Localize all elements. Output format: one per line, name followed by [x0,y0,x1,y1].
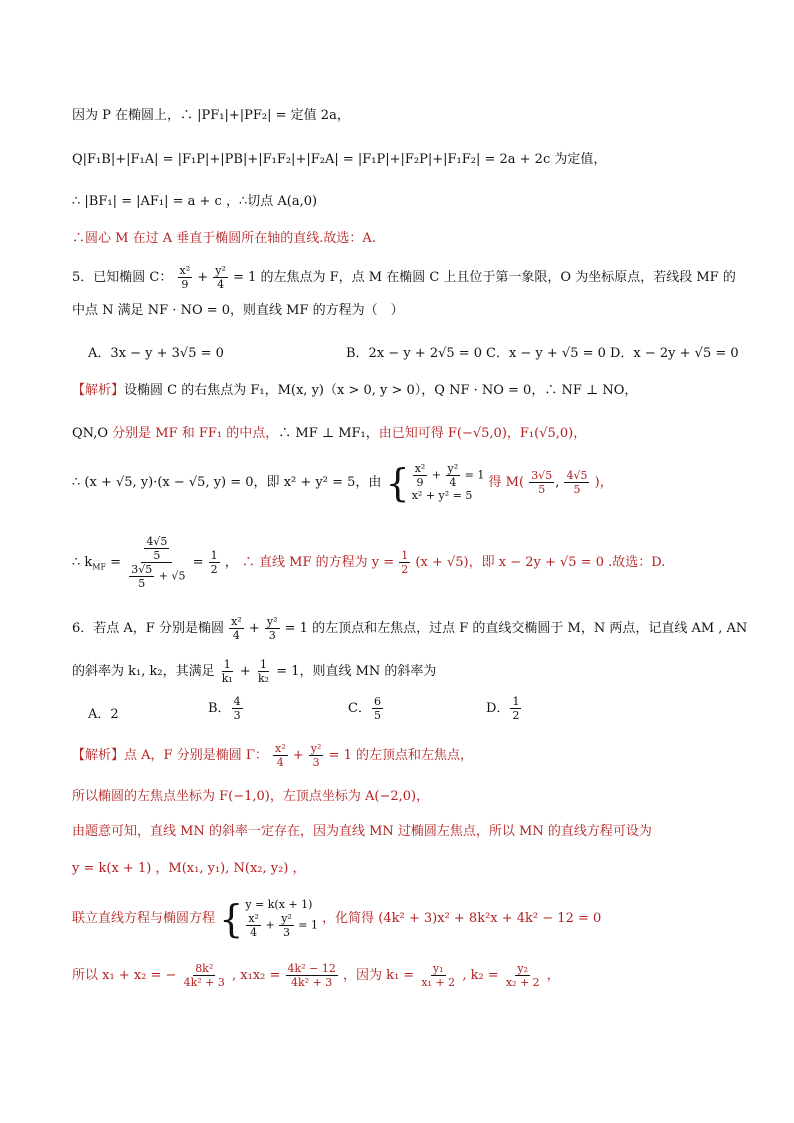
subscript: MF [92,562,107,572]
text: 分别是 MF 和 FF₁ 的中点， [112,426,279,441]
equation-system: { y = k(x + 1) $\frac{\text{x²}}{4}$ + $\frac{\text{y²}}{3}$ = 1 [219,896,319,941]
q5-stem-line2: 中点 N 满足 NF · NO = 0，则直线 MF 的方程为（ ） [72,303,404,318]
text: QN,O [72,426,113,441]
text: 的斜率为 k₁, k₂，其满足 [72,664,215,679]
q6-solution-line2: 所以椭圆的左焦点坐标为 F(−1,0)，左顶点坐标为 A(−2,0)， [72,789,430,804]
equation-system: { $\frac{\text{x²}}{9}$ + $\frac{\text{y²}}{4}$ = 1 x² + y² = 5 [385,460,485,505]
text: (x + √5)，即 x − 2y + √5 = 0 .故选：D. [415,555,666,570]
q6-solution-line4: y = k(x + 1) ，M(x₁, y₁), N(x₂, y₂) ， [72,861,306,876]
q6-stem-line1: 6．若点 A，F 分别是椭圆 $\frac{\text{x²}}{4}$ + $\frac{\text{y²}}{3}$ = 1 的左顶点和左焦点，过点 F 的直线交椭圆于 M，N 两点，记直线 AM , AN [72,615,748,642]
q5-stem-b: = 1 的左焦点为 F，点 M 在椭圆 C 上且位于第一象限，O 为坐标原点，若线段 MF 的 [233,270,736,285]
q5-solution-line1 [72,382,637,400]
brace: { [385,460,410,505]
text: 由已知可得 F(−√5,0)，F₁(√5,0)， [378,426,587,441]
q5-option-d: D．x − 2y + √5 = 0 [610,346,739,361]
q6-option-d: D． $\frac{1}{2}$ [486,695,520,722]
q5-solution-line2 [72,425,586,443]
q6-solution-line3: 由题意可知，直线 MN 的斜率一定存在，因为直线 MN 过椭圆左焦点，所以 MN 的直线方程可设为 [72,824,652,839]
text-line: 因为 P 在椭圆上，∴ |PF₁|+|PF₂| = 定值 2a， [72,108,350,123]
text: = 1 的左顶点和左焦点，过点 F 的直线交椭圆于 M，N 两点，记直线 AM , AN [284,621,748,636]
text: )， [594,475,613,490]
text: ∴ 直线 MF 的方程为 y = [241,555,399,570]
q6-stem-line2: 的斜率为 k₁, k₂，其满足 $\frac{1}{\text{k₁}}$ + $\frac{1}{\text{k₂}}$ = 1，则直线 MN 的斜率为 [72,658,437,685]
text: 得 M( [488,475,525,490]
q5-option-b: B．2x − y + 2√5 = 0 [346,346,483,361]
text: ， [224,555,238,570]
text: = 1，则直线 MN 的斜率为 [276,664,437,679]
q5-stem-a: 5．已知椭圆 C： [72,270,173,285]
fraction: $\frac{\text{y²}}{4}$ [215,264,226,291]
q6-option-b: B． $\frac{4}{3}$ [208,695,241,722]
text: 设椭圆 C 的右焦点为 F₁，M(x, y)（x > 0, y > 0），Q NF · NO = 0，∴ NF ⊥ NO， [124,383,638,398]
text: 6．若点 A，F 分别是椭圆 [72,621,224,636]
q6-option-a: A．2 [88,707,119,722]
q5-solution-line4: ∴ $k_{MF}$ = $\frac{4√5}{5}$ $\frac{3√5}{5}$ + √5 = $\frac{1}{2}$ ， ∴ 直线 MF 的方程为 y = $\frac{1}{2}$ (x + √5)，即 x − 2y + √5 = 0 .故选：D. [72,535,666,590]
q6-solution-line6: 所以 x₁ + x₂ = − $\frac{\text{8k²}}{\text{4k² + 3}}$ , x₁x₂ = $\frac{\text{4k² − 12}}{\text{4k² + 3}}$ ，因为 k₁ = $\frac{\text{y₁}}{\text{x₁ + 2}}$ , k₂ = $\frac{\text{y₂}}{\text{x₂ + 2}}$ ， [72,962,560,989]
q5-option-a: A．3x − y + 3√5 = 0 [88,346,224,361]
fraction: $\frac{3√5}{5}$ [531,469,553,496]
text: ∴ MF ⊥ MF₁， [278,426,379,441]
text: ∴ (x + √5, y)·(x − √5, y) = 0，即 x² + y² = 5，由 [72,475,382,490]
text-line: Q|F₁B|+|F₁A| = |F₁P|+|PB|+|F₁F₂|+|F₂A| = |F₁P|+|F₂P|+|F₁F₂| = 2a + 2c 为定值， [72,152,607,167]
solution-tag: 【解析】 [72,383,125,398]
fraction: $\frac{1}{2}$ [210,549,218,576]
q5-solution-line3: ∴ (x + √5, y)·(x − √5, y) = 0，即 x² + y² = 5，由 { $\frac{\text{x²}}{9}$ + $\frac{\text{y²}}{4}$ = 1 x² + y² = 5 得 M( $\frac{3√5}{5}$ , $\frac{4√5}{5}$ )， [72,460,613,505]
fraction: $\frac{\text{x²}}{9}$ [179,264,191,291]
text-line: ∴ |BF₁| = |AF₁| = a + c ，∴切点 A(a,0) [72,194,318,209]
plus: + [197,270,213,285]
q5-option-c: C．x − y + √5 = 0 [486,346,606,361]
answer-line: ∴圆心 M 在过 A 垂直于椭圆所在轴的直线.故选：A. [72,231,376,246]
text: ∴ k [72,555,93,570]
fraction: $\frac{1}{2}$ [401,549,409,576]
q5-stem-line1 [72,264,736,291]
fraction: $\frac{4√5}{5}$ [566,469,588,496]
q6-solution-line1: 【解析】点 A，F 分别是椭圆 Γ： $\frac{\text{x²}}{4}$ + $\frac{\text{y²}}{3}$ = 1 的左顶点和左焦点， [72,742,473,769]
q6-option-c: C． $\frac{6}{5}$ [348,695,381,722]
text: = [106,555,126,570]
q6-solution-line5: 联立直线方程与椭圆方程 { y = k(x + 1) $\frac{\text{x²}}{4}$ + $\frac{\text{y²}}{3}$ = 1 ，化简得 (4k² + 3)x² + 8k²x + 4k² − 12 = 0 [72,896,602,941]
compound-fraction: $\frac{4√5}{5}$ $\frac{3√5}{5}$ + √5 [131,535,186,590]
